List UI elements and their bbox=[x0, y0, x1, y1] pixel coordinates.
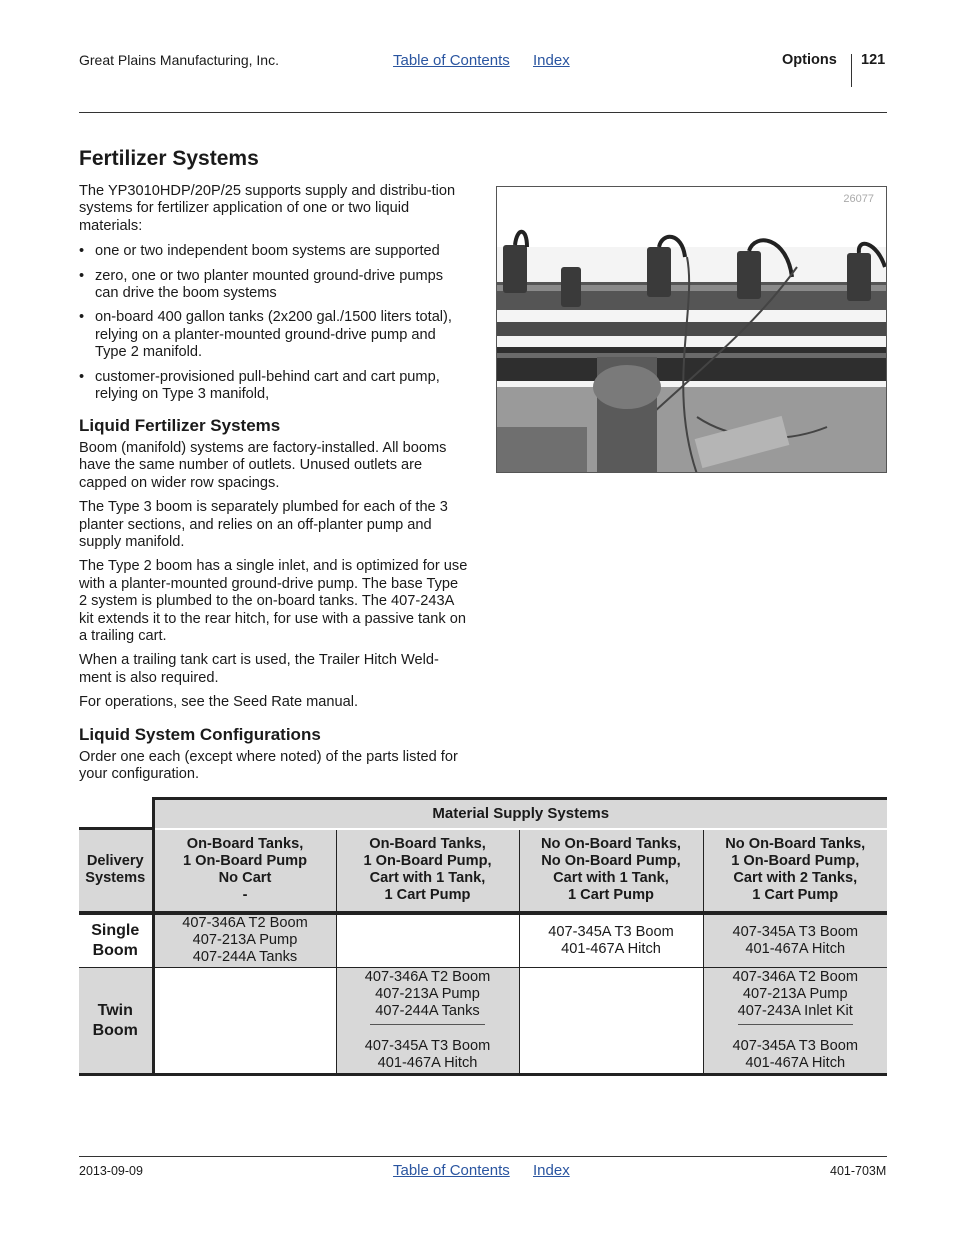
paragraph: For operations, see the Seed Rate manual. bbox=[79, 694, 359, 711]
header-line: On-Board Tanks, bbox=[369, 836, 486, 852]
configuration-table bbox=[79, 797, 887, 1076]
column-header-row bbox=[79, 829, 887, 913]
header-line: Cart with 1 Tank, bbox=[369, 870, 486, 886]
toc-link-header[interactable]: Table of Contents bbox=[393, 52, 510, 69]
part-line: 407-346A T2 Boom bbox=[182, 915, 308, 932]
header-line: No On-Board Tanks, bbox=[725, 836, 866, 852]
header-line: No Cart bbox=[218, 870, 272, 886]
table-cell bbox=[336, 968, 519, 1075]
table-row bbox=[79, 913, 887, 968]
paragraph: When a trailing tank cart is used, the Trailer Hitch Weld-ment is also required. bbox=[79, 652, 439, 686]
cell-divider bbox=[738, 1024, 853, 1025]
table-cell bbox=[153, 913, 336, 968]
table-cell bbox=[519, 968, 703, 1075]
header-line: 1 On-Board Pump, bbox=[731, 853, 860, 869]
header-line: No On-Board Pump, bbox=[541, 853, 681, 869]
paragraph: The Type 3 boom is separately plumbed for each of the 3 planter sections, and relies on an off-planter pump and supply manifold. bbox=[79, 499, 448, 551]
paragraph: The Type 2 boom has a single inlet, and is optimized for use with a planter-mounted ground-drive pump. The base Type 2 system is plumbed to the on-board tanks. The 407-243A kit extends it to the rear hitch, for use with a passive tank on a trailing cart. bbox=[79, 558, 468, 645]
part-line: 407-345A T3 Boom bbox=[732, 1038, 858, 1054]
part-line: 407-345A T3 Boom bbox=[364, 1038, 491, 1054]
part-line: 407-213A Pump bbox=[192, 932, 298, 949]
table-cell bbox=[703, 913, 887, 968]
footer-date: 2013-09-09 bbox=[79, 1164, 143, 1178]
table-cell bbox=[519, 913, 703, 968]
company-name: Great Plains Manufacturing, Inc. bbox=[79, 52, 279, 68]
footer-rule bbox=[79, 1156, 887, 1157]
part-line: 407-243A Inlet Kit bbox=[737, 1003, 853, 1019]
column-header bbox=[519, 829, 703, 913]
intro-block bbox=[79, 183, 469, 410]
column-header bbox=[153, 829, 336, 913]
list-item: • one or two independent boom systems are supported bbox=[79, 243, 469, 260]
page-number: 121 bbox=[861, 52, 886, 68]
liquid-block bbox=[79, 440, 469, 712]
part-line: 401-467A Hitch bbox=[377, 1055, 478, 1071]
header-line: No On-Board Tanks, bbox=[540, 836, 681, 852]
row-label bbox=[79, 968, 153, 1075]
config-text bbox=[79, 749, 469, 784]
table-row bbox=[79, 968, 887, 1075]
delivery-line: Delivery bbox=[86, 853, 144, 870]
part-line: 407-346A T2 Boom bbox=[364, 969, 491, 985]
section-name: Options bbox=[782, 52, 837, 68]
label-line: Twin bbox=[97, 1001, 133, 1019]
config-heading: Liquid System Configurations bbox=[79, 725, 321, 744]
table-cell bbox=[153, 968, 336, 1075]
table-cell bbox=[703, 968, 887, 1075]
label-line: Boom bbox=[92, 941, 138, 959]
column-header bbox=[703, 829, 887, 913]
cell-divider bbox=[370, 1024, 485, 1025]
header-line: 1 Cart Pump bbox=[384, 887, 471, 903]
delivery-header bbox=[79, 829, 153, 913]
fertilizer-boom-photo bbox=[496, 186, 887, 473]
part-line: 407-244A Tanks bbox=[375, 1003, 480, 1019]
list-item: • customer-provisioned pull-behind cart and cart pump, relying on Type 3 manifold, bbox=[79, 369, 469, 404]
part-line: 401-467A Hitch bbox=[561, 940, 661, 957]
column-header bbox=[336, 829, 519, 913]
part-line: 401-467A Hitch bbox=[745, 940, 846, 957]
list-item: • zero, one or two planter mounted ground-drive pumps can drive the boom systems bbox=[79, 268, 469, 303]
header-line: On-Board Tanks, bbox=[186, 836, 304, 852]
part-line: 407-213A Pump bbox=[375, 986, 480, 1002]
row-label bbox=[79, 913, 153, 968]
liquid-heading: Liquid Fertilizer Systems bbox=[79, 416, 281, 435]
header-line: 1 On-Board Pump bbox=[182, 853, 308, 869]
header-line: 1 On-Board Pump, bbox=[363, 853, 492, 869]
toc-link-footer[interactable]: Table of Contents bbox=[393, 1162, 510, 1179]
part-line: 407-346A T2 Boom bbox=[732, 969, 858, 985]
header-line: - bbox=[242, 887, 248, 903]
delivery-line: Systems bbox=[85, 870, 146, 887]
supply-header-row bbox=[79, 799, 887, 829]
header-divider bbox=[851, 54, 852, 87]
paragraph: Boom (manifold) systems are factory-installed. All booms have the same number of outlets. Unused outlets are capped on wider row spacings. bbox=[79, 440, 447, 491]
part-line: 407-345A T3 Boom bbox=[732, 923, 858, 940]
supply-header: Material Supply Systems bbox=[153, 799, 887, 829]
intro-paragraph: The YP3010HDP/20P/25 supports supply and distribu-tion systems for fertilizer application of one or two liquid materials: bbox=[79, 183, 456, 234]
part-line: 401-467A Hitch bbox=[745, 1055, 846, 1071]
header-line: 1 Cart Pump bbox=[752, 887, 839, 903]
boom-illustration bbox=[497, 187, 887, 473]
header-rule bbox=[79, 112, 887, 113]
figure-number: 26077 bbox=[843, 193, 874, 205]
part-line: 407-244A Tanks bbox=[192, 949, 298, 966]
doc-number: 401-703M bbox=[830, 1164, 887, 1178]
index-link-footer[interactable]: Index bbox=[533, 1162, 570, 1179]
label-line: Boom bbox=[92, 1021, 138, 1039]
part-line: 407-345A T3 Boom bbox=[548, 923, 674, 940]
paragraph: Order one each (except where noted) of the parts listed for your configuration. bbox=[79, 749, 458, 783]
table-cell bbox=[336, 913, 519, 968]
list-item: • on-board 400 gallon tanks (2x200 gal./1500 liters total), relying on a planter-mounted ground-drive pump and Type 2 manifold. bbox=[79, 309, 469, 361]
index-link-header[interactable]: Index bbox=[533, 52, 570, 69]
header-line: Cart with 1 Tank, bbox=[553, 870, 669, 886]
header-line: Cart with 2 Tanks, bbox=[733, 870, 858, 886]
feature-list bbox=[79, 243, 469, 403]
label-line: Single bbox=[91, 921, 140, 939]
page-title: Fertilizer Systems bbox=[79, 147, 259, 170]
header-line: 1 Cart Pump bbox=[568, 887, 654, 903]
part-line: 407-213A Pump bbox=[742, 986, 848, 1002]
